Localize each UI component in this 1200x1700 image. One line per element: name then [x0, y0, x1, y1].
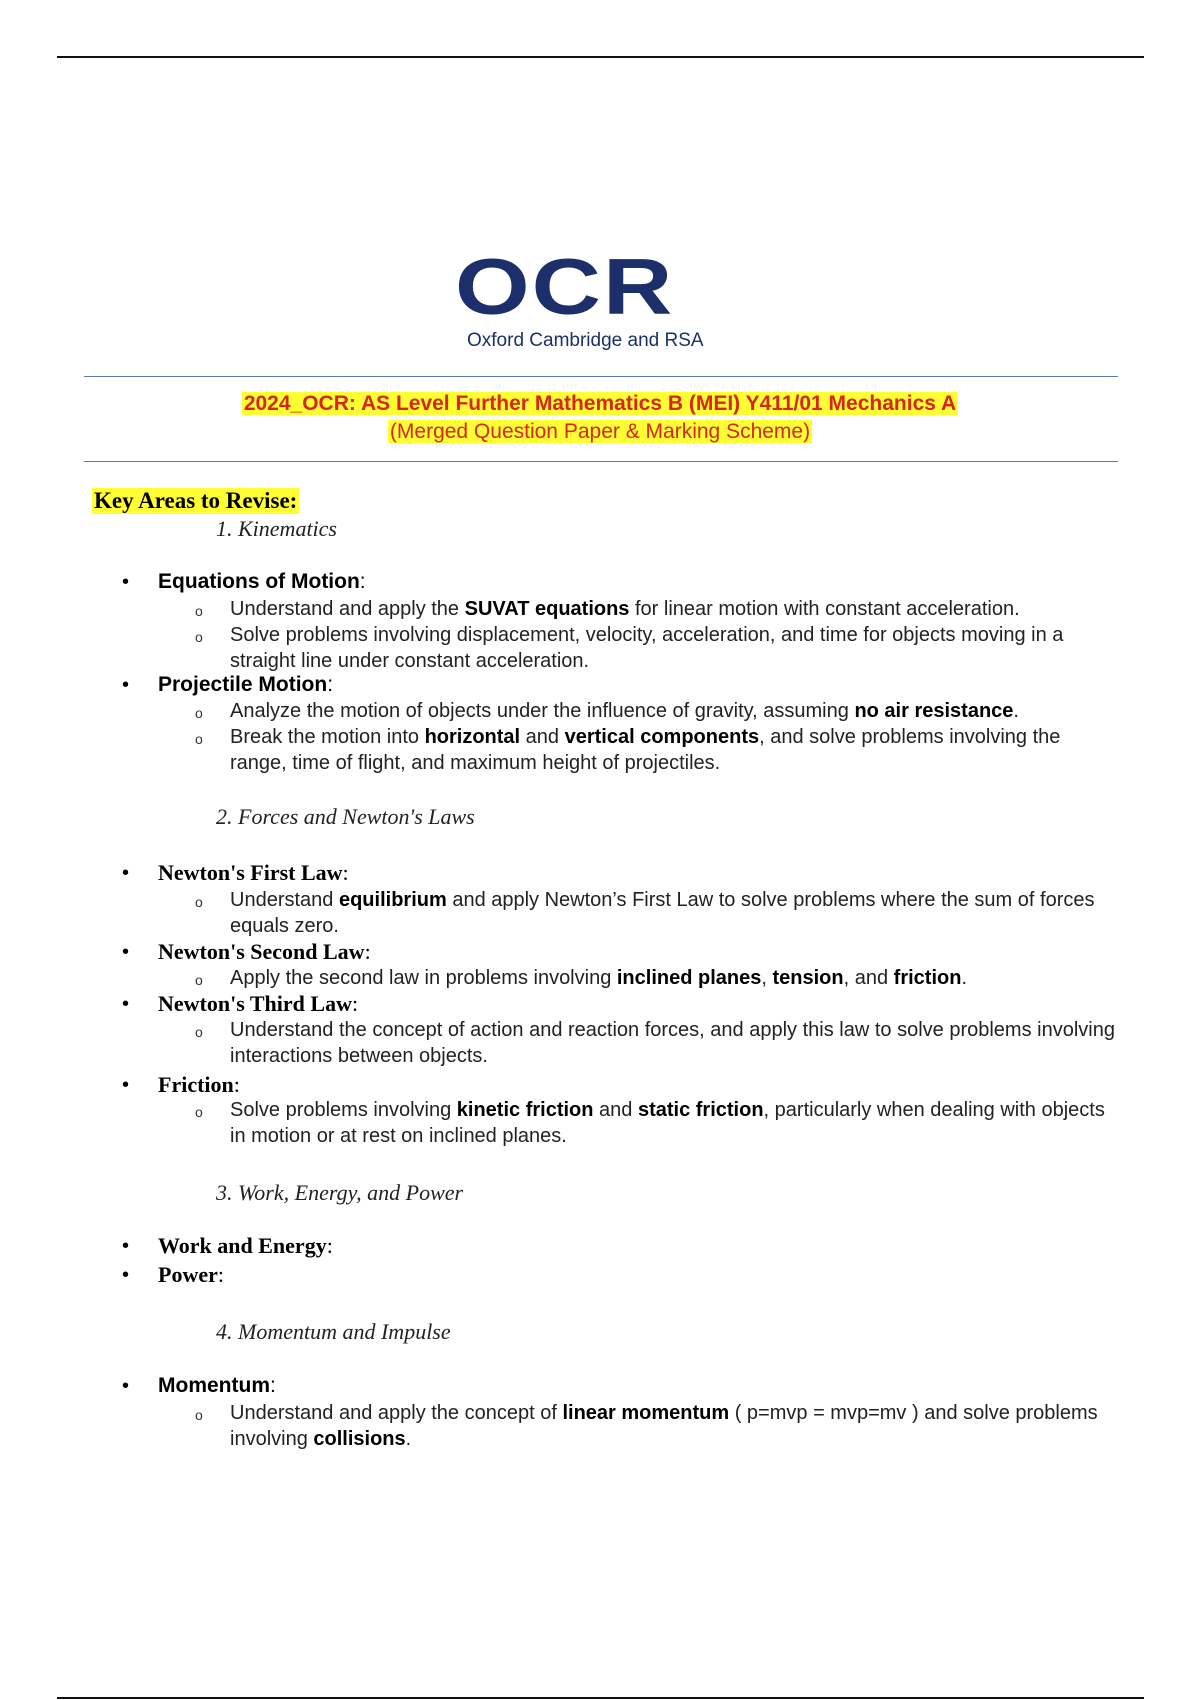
key-areas-heading: Key Areas to Revise:: [94, 488, 298, 513]
section-heading-momentum: 4. Momentum and Impulse: [216, 1319, 451, 1344]
section-heading-work-energy: 3. Work, Energy, and Power: [216, 1180, 464, 1205]
section-heading-forces: 2. Forces and Newton's Laws: [216, 804, 475, 829]
title-line-2: (Merged Question Paper & Marking Scheme): [389, 420, 811, 443]
logo-tagline: Oxford Cambridge and RSA: [467, 330, 704, 351]
title-rule-bottom: [84, 461, 1118, 462]
logo-mark: OCR: [455, 243, 675, 331]
bottom-rule: [57, 1697, 1144, 1699]
section-heading-kinematics: 1. Kinematics: [216, 516, 337, 541]
title-line-1: 2024_OCR: AS Level Further Mathematics B (MEI) Y411/01 Mechanics A: [243, 392, 957, 415]
title-rule-top: [84, 376, 1118, 377]
ocr-logo: [455, 243, 745, 358]
top-rule: [57, 56, 1144, 58]
